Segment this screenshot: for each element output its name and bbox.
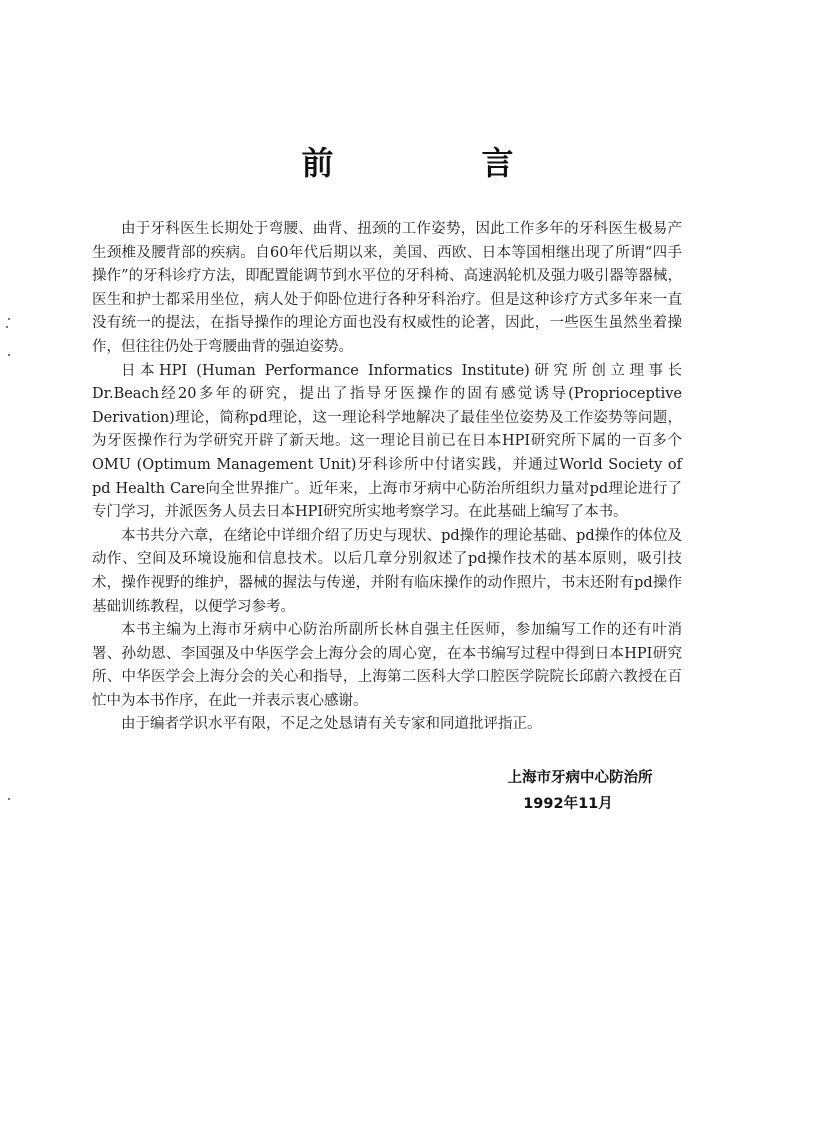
scan-speck (6, 326, 8, 328)
preface-body (92, 218, 682, 737)
paragraph-4: 本书主编为上海市牙病中心防治所副所长林自强主任医师，参加编写工作的还有叶消署、孙幼恩、李国强及中华医学会上海分会的周心宽，在本书编写过程中得到日本HPI研究所、中华医学会上海分会的关心和指导，上海第二医科大学口腔医学院院长邱蔚六教授在百忙中为本书作序，在此一并表示衷心感谢。 (92, 622, 682, 709)
paragraph-5: 由于编者学识水平有限，不足之处恳请有关专家和同道批评指正。 (121, 716, 542, 733)
scan-speck (8, 318, 10, 320)
signature-organization: 上海市牙病中心防治所 (507, 770, 653, 786)
scan-speck (8, 354, 10, 356)
paragraph-2: 日本HPI (Human Performance Informatics Institute)研究所创立理事长Dr.Beach经20多年的研究，提出了指导牙医操作的固有感觉诱导(Proprioceptive Derivation)理论，简称pd理论，这一理论科学地解决了最佳坐位姿势及工作姿势等问题，为牙医操作行为学研究开辟了新天地。这一理论目前已在日本HPI研究所下属的一百多个OMU (Optimum Management Unit)牙科诊所中付诸实践，并通过World Society of pd Health Care向全世界推广。近年来，上海市牙病中心防治所组织力量对pd理论进行了专门学习，并派医务人员去日本HPI研究所实地考察学习。在此基础上编写了本书。 (92, 362, 682, 521)
paragraph-3: 本书共分六章，在绪论中详细介绍了历史与现状、pd操作的理论基础、pd操作的体位及动作、空间及环境设施和信息技术。以后几章分别叙述了pd操作技术的基本原则，吸引技术，操作视野的维护，器械的握法与传递，并附有临床操作的动作照片，书末还附有pd操作基础训练教程，以便学习参考。 (92, 527, 682, 615)
scan-speck (8, 798, 10, 800)
signature-date: 1992年11月 (523, 796, 613, 812)
page-title: 前 言 (301, 144, 572, 182)
paragraph-1: 由于牙科医生长期处于弯腰、曲背、扭颈的工作姿势，因此工作多年的牙科医生极易产生颈椎及腰背部的疾病。自60年代后期以来，美国、西欧、日本等国相继出现了所谓“四手操作”的牙科诊疗方法，即配置能调节到水平位的牙科椅、高速涡轮机及强力吸引器等器械，医生和护士都采用坐位，病人处于仰卧位进行各种牙科治疗。但是这种诊疗方式多年来一直没有统一的提法，在指导操作的理论方面也没有权威性的论著，因此，一些医生虽然坐着操作，但往往仍处于弯腰曲背的强迫姿势。 (92, 221, 682, 355)
